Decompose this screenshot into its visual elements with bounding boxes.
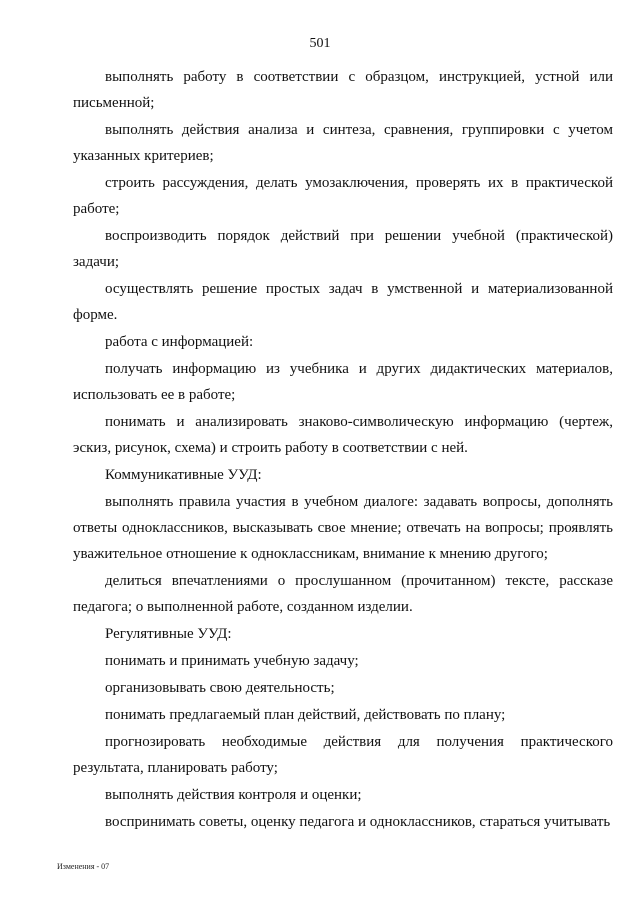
paragraph-2: выполнять действия анализа и синтеза, сравнения, группировки с учетом указанных критериев;	[73, 122, 613, 164]
paragraph-13: понимать и принимать учебную задачу;	[105, 653, 359, 669]
paragraph-18: воспринимать советы, оценку педагога и одноклассников, стараться учитывать	[105, 814, 611, 830]
paragraph-15: понимать предлагаемый план действий, действовать по плану;	[105, 707, 506, 723]
paragraph-3: строить рассуждения, делать умозаключения, проверять их в практической работе;	[73, 175, 613, 217]
section-heading-communicative: Коммуникативные УУД:	[105, 467, 262, 483]
footer-revision-note: Изменения - 07	[57, 862, 110, 871]
paragraph-11: делиться впечатлениями о прослушанном (прочитанном) тексте, рассказе педагога; о выполненной работе, созданном изделии.	[73, 573, 613, 615]
paragraph-1: выполнять работу в соответствии с образцом, инструкцией, устной или письменной;	[73, 69, 613, 111]
paragraph-4: воспроизводить порядок действий при решении учебной (практической) задачи;	[73, 228, 613, 270]
paragraph-16: прогнозировать необходимые действия для получения практического результата, планировать работу;	[73, 734, 613, 776]
section-heading-information: работа с информацией:	[105, 334, 254, 350]
section-heading-regulatory: Регулятивные УУД:	[105, 626, 232, 642]
paragraph-7: получать информацию из учебника и других дидактических материалов, использовать ее в работе;	[73, 361, 613, 403]
paragraph-17: выполнять действия контроля и оценки;	[105, 787, 362, 803]
paragraph-10: выполнять правила участия в учебном диалоге: задавать вопросы, дополнять ответы одноклассников, высказывать свое мнение; отвечать на вопросы; проявлять уважительное отношение к одноклассникам, внимание к мнению другого;	[73, 494, 613, 562]
paragraph-5: осуществлять решение простых задач в умственной и материализованной форме.	[73, 281, 613, 323]
paragraph-14: организовывать свою деятельность;	[105, 680, 335, 696]
page-number: 501	[309, 36, 331, 51]
document-body	[73, 64, 613, 836]
paragraph-8: понимать и анализировать знаково-символическую информацию (чертеж, эскиз, рисунок, схема) и строить работу в соответствии с ней.	[73, 414, 613, 456]
